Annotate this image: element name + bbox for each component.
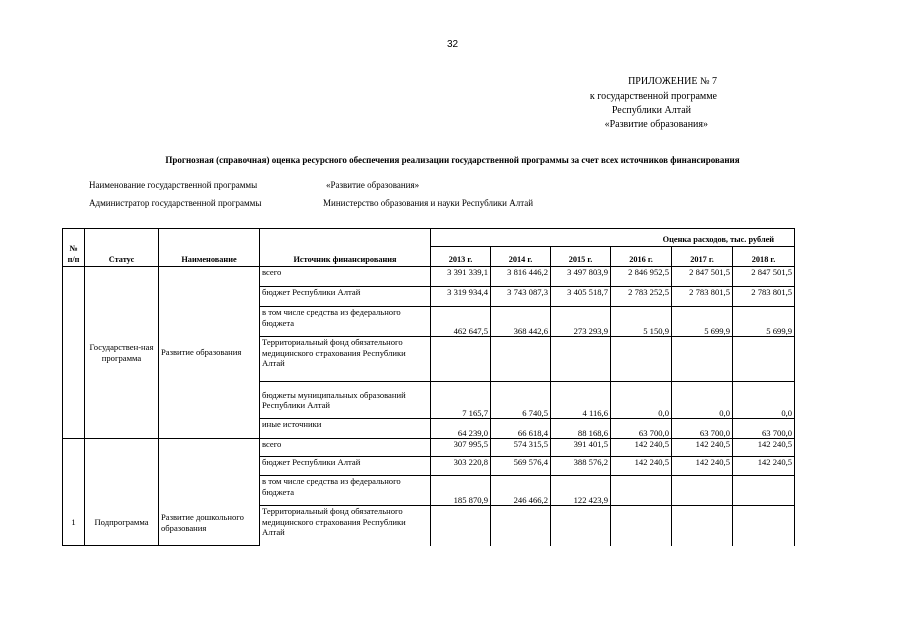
value-cell: 2 847 501,5	[733, 267, 795, 287]
value-cell: 462 647,5	[431, 307, 491, 337]
value-cell: 142 240,5	[611, 439, 672, 457]
value-cell: 0,0	[672, 382, 733, 419]
value-cell: 569 576,4	[491, 457, 551, 476]
source-cell: Территориальный фонд обязательного медицинского страхования Республики Алтай	[260, 337, 431, 382]
administrator-label: Администратор государственной программы	[89, 198, 262, 208]
row-status: Государствен-ная программа	[85, 267, 159, 439]
value-cell	[672, 506, 733, 546]
value-cell: 63 700,0	[611, 419, 672, 439]
value-cell	[733, 476, 795, 506]
value-cell	[431, 506, 491, 546]
value-cell: 3 405 518,7	[551, 287, 611, 307]
value-cell	[611, 506, 672, 546]
value-cell: 5 699,9	[672, 307, 733, 337]
value-cell: 6 740,5	[491, 382, 551, 419]
value-cell: 368 442,6	[491, 307, 551, 337]
row-name: Развитие дошкольного образования	[159, 439, 260, 546]
value-cell: 63 700,0	[672, 419, 733, 439]
value-cell	[551, 506, 611, 546]
appendix-line: Республики Алтай	[611, 105, 691, 116]
value-cell	[611, 337, 672, 382]
value-cell: 142 240,5	[733, 439, 795, 457]
source-cell: Территориальный фонд обязательного медицинского страхования Республики Алтай	[260, 506, 431, 546]
value-cell	[551, 337, 611, 382]
appendix-title: ПРИЛОЖЕНИЕ № 7	[628, 76, 717, 87]
value-cell: 64 239,0	[431, 419, 491, 439]
header-name: Наименование	[159, 229, 260, 267]
value-cell: 2 783 801,5	[672, 287, 733, 307]
header-year: 2018 г.	[733, 247, 795, 267]
value-cell: 142 240,5	[733, 457, 795, 476]
value-cell	[733, 506, 795, 546]
value-cell: 3 816 446,2	[491, 267, 551, 287]
row-status: Подпрограмма	[85, 439, 159, 546]
value-cell: 307 995,5	[431, 439, 491, 457]
value-cell: 0,0	[611, 382, 672, 419]
program-name-label: Наименование государственной программы	[89, 180, 258, 190]
value-cell: 7 165,7	[431, 382, 491, 419]
row-name: Развитие образования	[159, 267, 260, 439]
value-cell: 5 150,9	[611, 307, 672, 337]
table-row	[63, 267, 795, 287]
value-cell: 122 423,9	[551, 476, 611, 506]
page-number: 32	[446, 39, 459, 50]
value-cell: 3 497 803,9	[551, 267, 611, 287]
administrator-value: Министерство образования и науки Республики Алтай	[323, 198, 534, 208]
source-cell: всего	[260, 267, 431, 287]
header-year: 2015 г.	[551, 247, 611, 267]
source-cell: бюджеты муниципальных образований Республики Алтай	[260, 382, 431, 419]
value-cell: 3 319 934,4	[431, 287, 491, 307]
appendix-line: «Развитие образования»	[604, 119, 708, 130]
value-cell: 2 847 501,5	[672, 267, 733, 287]
source-cell: в том числе средства из федерального бюджета	[260, 307, 431, 337]
value-cell: 3 391 339,1	[431, 267, 491, 287]
financing-table	[62, 228, 795, 546]
row-number: 1	[63, 439, 85, 546]
value-cell: 2 846 952,5	[611, 267, 672, 287]
value-cell: 0,0	[733, 382, 795, 419]
row-number	[63, 267, 85, 439]
value-cell: 388 576,2	[551, 457, 611, 476]
program-name-value: «Развитие образования»	[326, 180, 420, 190]
source-cell: бюджет Республики Алтай	[260, 287, 431, 307]
value-cell: 4 116,6	[551, 382, 611, 419]
document-title: Прогнозная (справочная) оценка ресурсного обеспечения реализации государственной программы за счет всех источников финансирования	[165, 155, 740, 165]
value-cell	[491, 337, 551, 382]
value-cell: 142 240,5	[672, 457, 733, 476]
header-number: № п/п	[63, 229, 85, 267]
source-cell: иные источники	[260, 419, 431, 439]
value-cell: 391 401,5	[551, 439, 611, 457]
source-cell: всего	[260, 439, 431, 457]
value-cell: 5 699,9	[733, 307, 795, 337]
header-year: 2016 г.	[611, 247, 672, 267]
header-year: 2014 г.	[491, 247, 551, 267]
value-cell: 3 743 087,3	[491, 287, 551, 307]
source-cell: в том числе средства из федерального бюджета	[260, 476, 431, 506]
header-estimate: Оценка расходов, тыс. рублей	[431, 229, 795, 247]
value-cell	[672, 476, 733, 506]
value-cell: 63 700,0	[733, 419, 795, 439]
value-cell: 2 783 252,5	[611, 287, 672, 307]
value-cell: 88 168,6	[551, 419, 611, 439]
header-year: 2013 г.	[431, 247, 491, 267]
value-cell: 66 618,4	[491, 419, 551, 439]
value-cell: 246 466,2	[491, 476, 551, 506]
value-cell	[672, 337, 733, 382]
value-cell	[431, 337, 491, 382]
value-cell: 185 870,9	[431, 476, 491, 506]
value-cell: 273 293,9	[551, 307, 611, 337]
value-cell: 2 783 801,5	[733, 287, 795, 307]
value-cell	[611, 476, 672, 506]
value-cell: 574 315,5	[491, 439, 551, 457]
value-cell	[733, 337, 795, 382]
value-cell: 142 240,5	[672, 439, 733, 457]
source-cell: бюджет Республики Алтай	[260, 457, 431, 476]
table-row	[63, 439, 795, 457]
value-cell: 142 240,5	[611, 457, 672, 476]
header-year: 2017 г.	[672, 247, 733, 267]
header-source: Источник финансирования	[260, 229, 431, 267]
value-cell: 303 220,8	[431, 457, 491, 476]
header-status: Статус	[85, 229, 159, 267]
value-cell	[491, 506, 551, 546]
appendix-line: к государственной программе	[589, 91, 717, 102]
